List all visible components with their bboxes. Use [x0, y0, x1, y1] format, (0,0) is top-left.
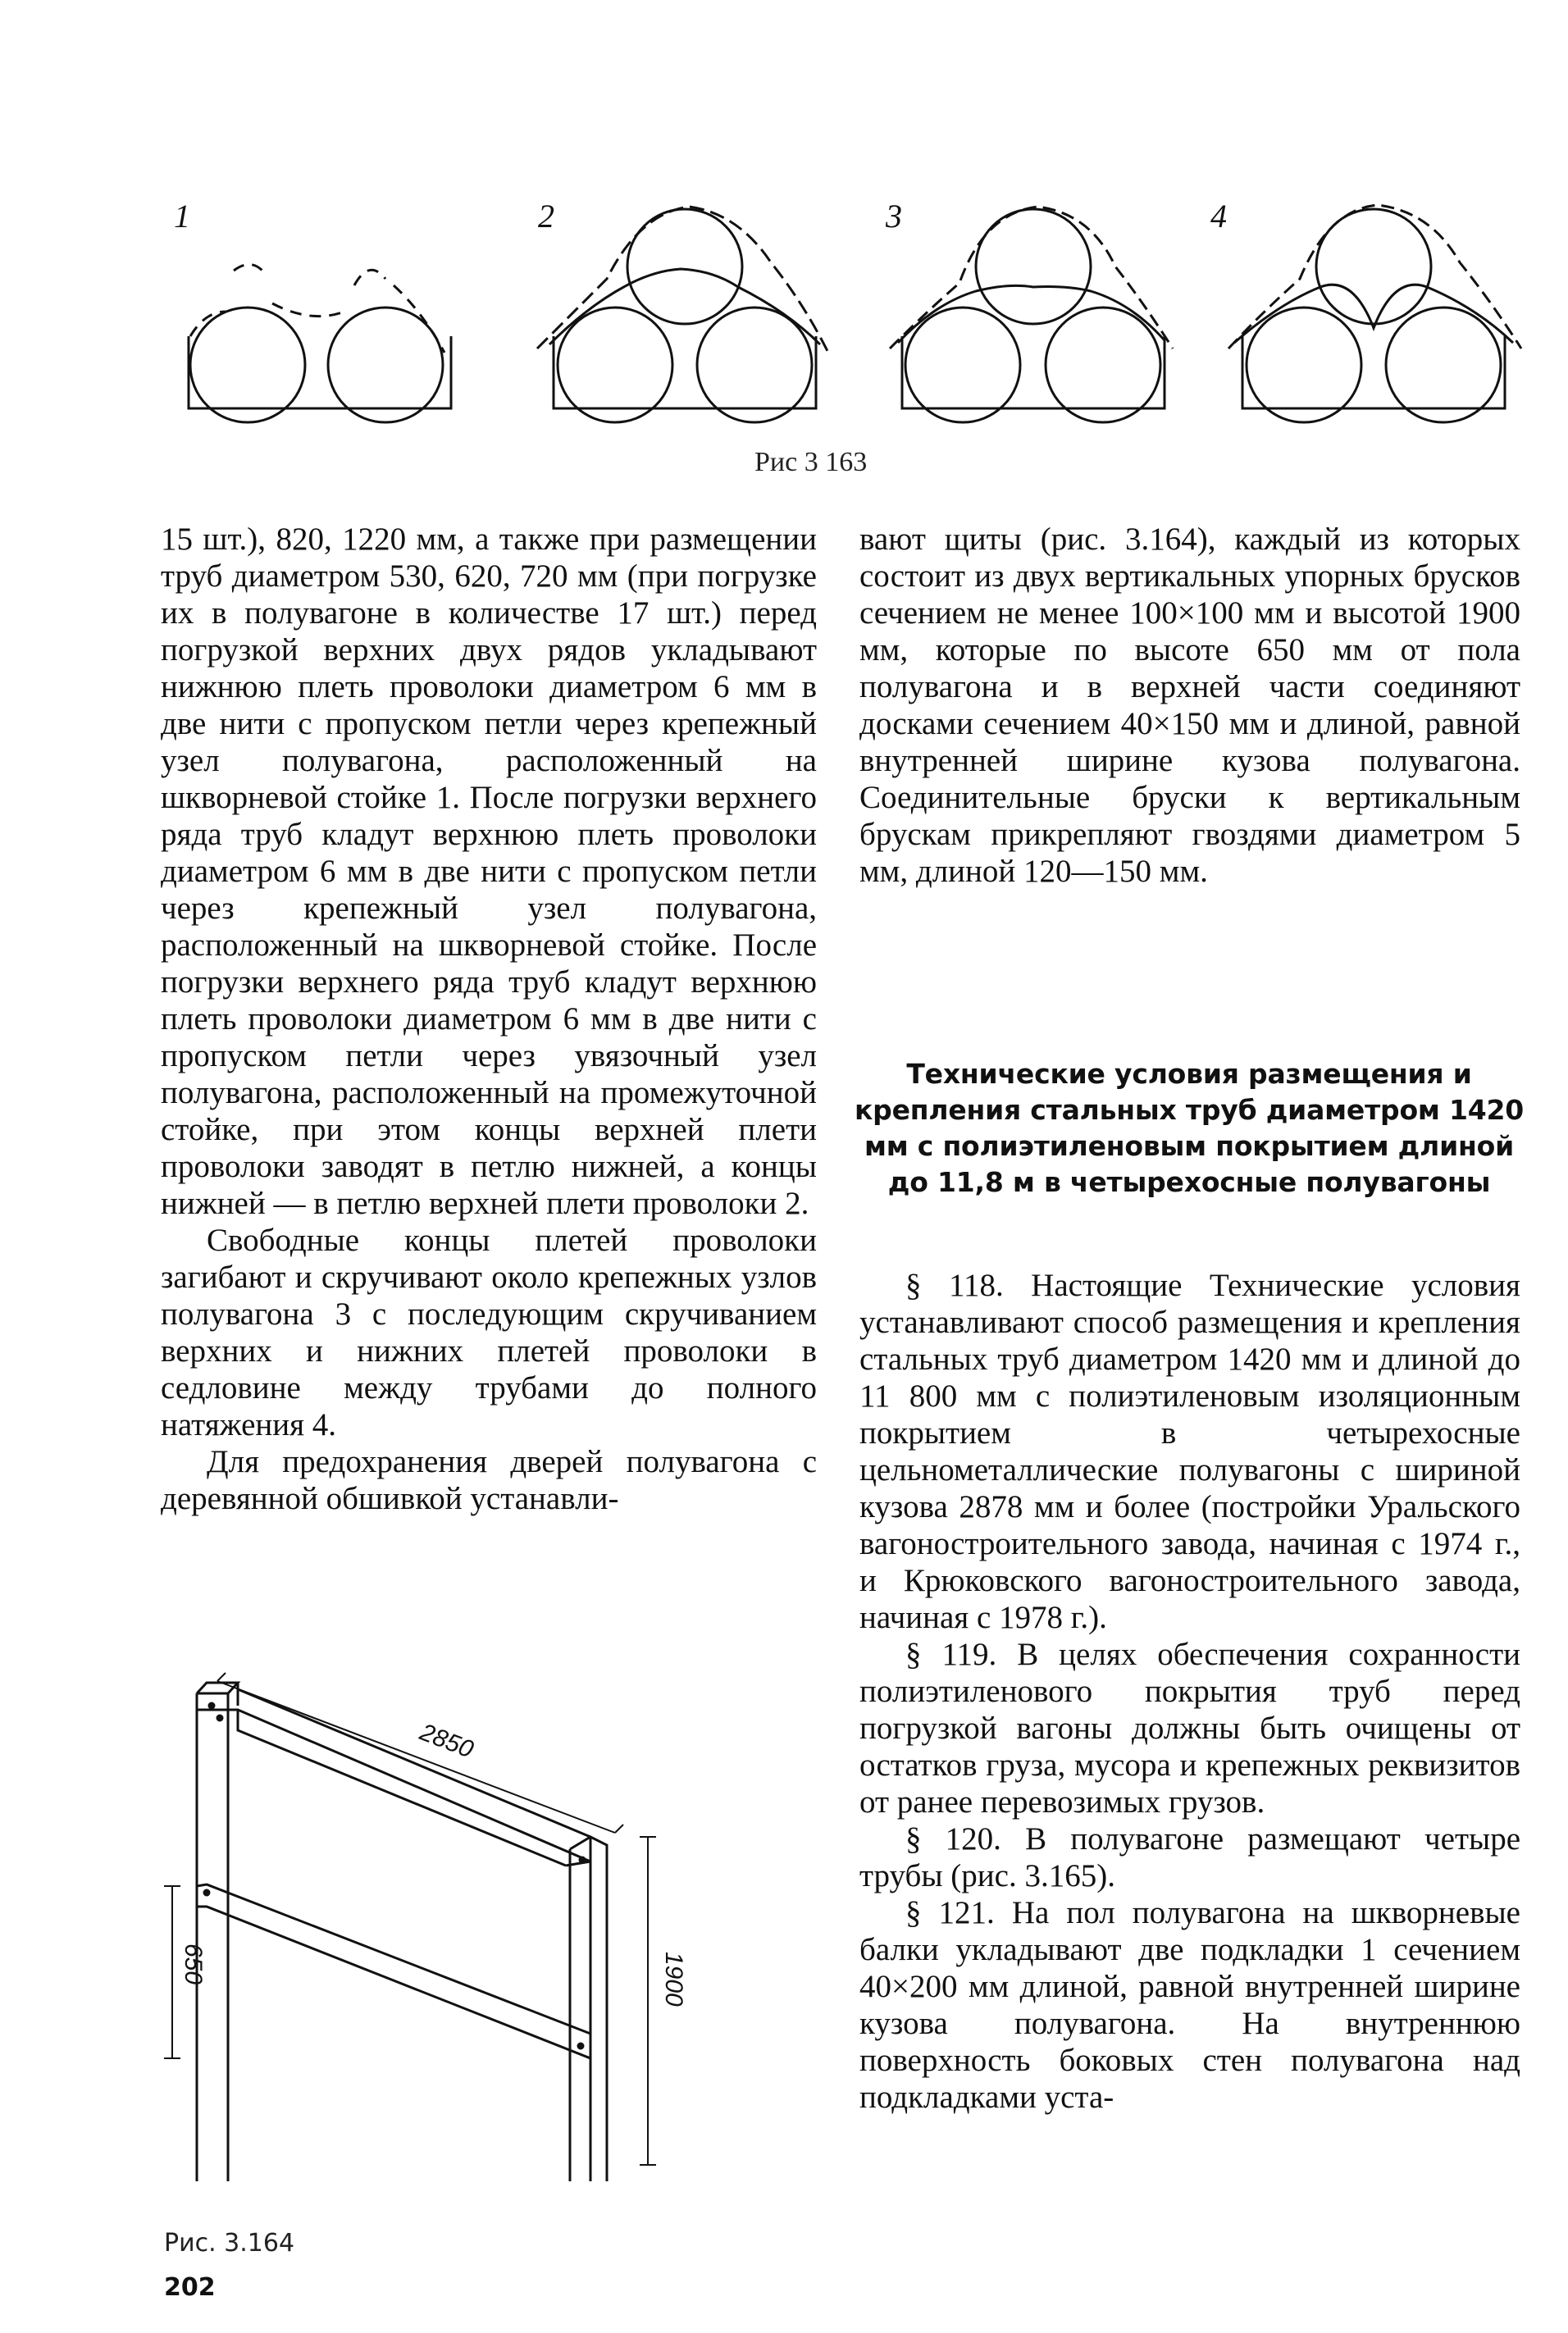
left-paragraph-3: Для предохранения дверей полувагона с деревянной обшивкой устанавли- — [161, 1444, 817, 1516]
fig163-label-4: 4 — [1210, 198, 1227, 235]
right-paragraph-1: вают щиты (рис. 3.164), каждый из которых состоит из двух вертикальных упорных брусков сечением не менее 100×100 мм и высотой 1900 мм, которые по высоте 650 мм от пола полувагона и в верхней части соединяют досками сечением 40×150 мм и длиной, равной внутренней ширине кузова полувагона. Соединительные бруски к вертикальным брускам прикрепляют гвоздями диаметром 5 мм, длиной 120—150 мм. — [859, 522, 1520, 889]
right-column-top — [859, 521, 1520, 890]
paragraph-120: § 120. В полувагоне размещают четыре трубы (рис. 3.165). — [859, 1821, 1520, 1893]
fig163-label-2: 2 — [538, 198, 554, 235]
left-column — [161, 521, 817, 1517]
fig163-label-3: 3 — [886, 198, 902, 235]
right-column-bottom — [859, 1267, 1520, 2116]
left-paragraph-1: 15 шт.), 820, 1220 мм, а также при размещении труб диаметром 530, 620, 720 мм (при погрузке их в полувагоне в количестве 17 шт.) перед погрузкой верхних двух рядов укладывают нижнюю плеть проволоки диаметром 6 мм в две нити с пропуском петли через крепежный узел полувагона, расположенный на шкворневой стойке 1. После погрузки верхнего ряда труб кладут верхнюю плеть проволоки диаметром 6 мм в две нити с пропуском петли через крепежный узел полувагона, расположенный на шкворневой стойке. После погрузки верхнего ряда труб кладут верхнюю плеть проволоки диаметром 6 мм в две нити с пропуском петли через увязочный узел полувагона, расположенный на промежуточной стойке, при этом концы верхней плети проволоки заводят в петлю нижней, а концы нижней — в петлю верхней плети проволоки 2. — [161, 522, 817, 1221]
page-number: 202 — [164, 2273, 216, 2302]
dimension-2850: 2850 — [416, 1718, 477, 1764]
fig163-caption: Рис 3 163 — [754, 447, 868, 477]
fig163-label-1: 1 — [174, 198, 190, 235]
scheme-1 — [189, 265, 451, 423]
scheme-4 — [1228, 205, 1521, 422]
fig164-caption: Рис. 3.164 — [164, 2229, 295, 2258]
paragraph-118: § 118. Настоящие Технические условия устанавливают способ размещения и крепления стальных труб диаметром 1420 мм и длиной до 11 800 мм с полиэтиленовым изоляционным покрытием в четырехосные цельнометаллические полувагоны с шириной кузова 2878 мм и более (постройки Уральского вагоностроительного завода, начиная с 1974 г., и Крюковского вагоностроительного завода, начиная с 1978 г.). — [859, 1268, 1520, 1635]
dimension-1900: 1900 — [660, 1952, 687, 2007]
section-heading: Технические условия размещения и крепления стальных труб диаметром 1420 мм с полиэтиленовым покрытием длиной до 11,8 м в четырехосные полувагоны — [854, 1058, 1525, 1198]
left-paragraph-2: Свободные концы плетей проволоки загибают и скручивают около крепежных узлов полувагона 3 с последующим скручиванием верхних и нижних плетей проволоки в седловине между трубами до полного натяжения 4. — [161, 1223, 817, 1442]
dimension-650: 650 — [180, 1943, 207, 1985]
paragraph-121: § 121. На пол полувагона на шкворневые балки укладывают две подкладки 1 сечением 40×200 мм длиной, равной внутренней ширине кузова полувагона. На внутреннюю поверхность боковых стен полувагона над подкладками уста- — [859, 1895, 1520, 2115]
scheme-2 — [537, 207, 828, 422]
door-shield-figure — [156, 1673, 687, 2181]
paragraph-119: § 119. В целях обеспечения сохранности полиэтиленового покрытия труб перед погрузкой вагоны должны быть очищены от остатков груза, мусора и крепежных реквизитов от ранее перевозимых грузов. — [859, 1637, 1520, 1820]
scheme-3 — [890, 207, 1173, 422]
pipe-binding-schemes-figure — [148, 189, 1558, 451]
